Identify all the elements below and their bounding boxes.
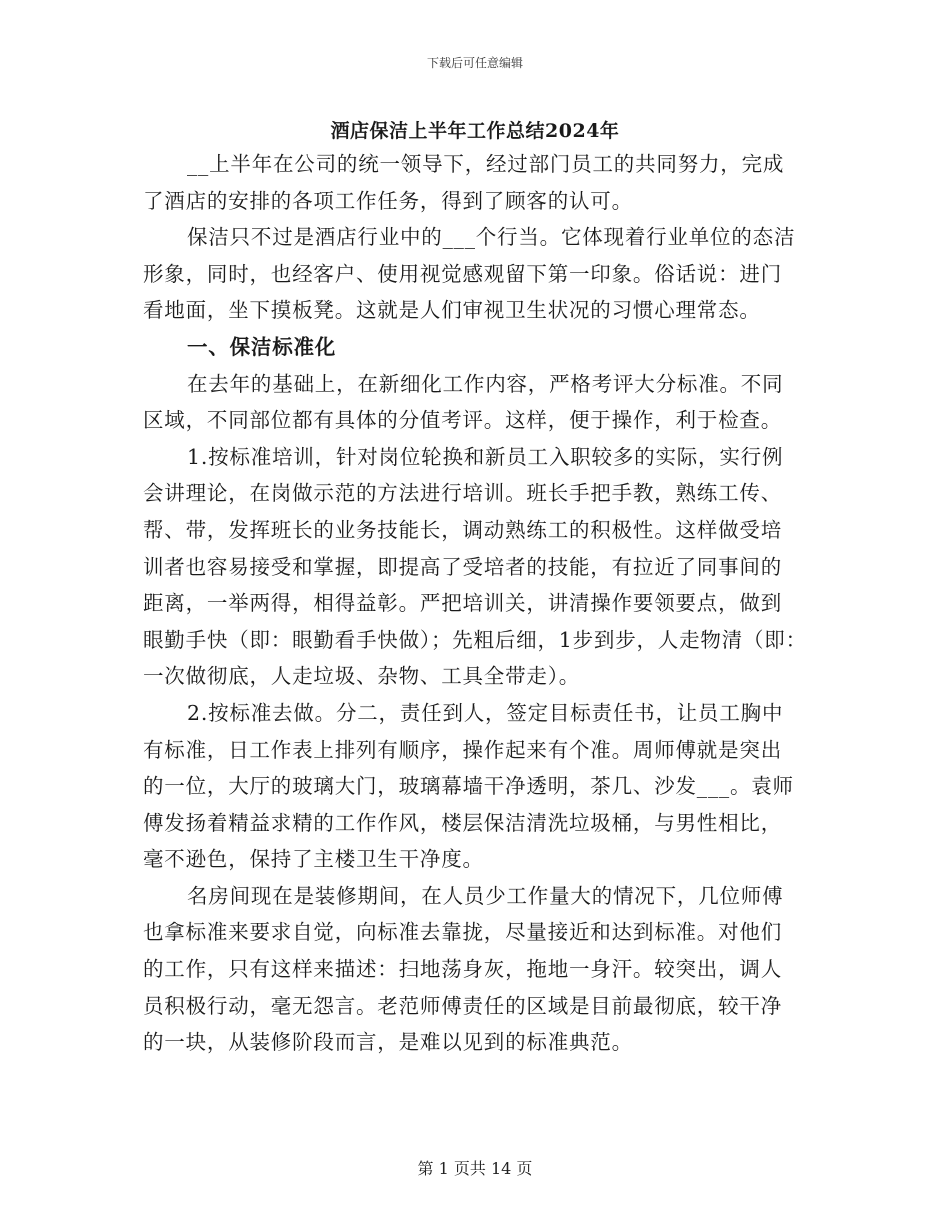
body-line: 员积极行动，毫无怨言。老范师傅责任的区域是目前最彻底，较干净 [143, 993, 782, 1018]
body-line: 也拿标准来要求自觉，向标准去靠拢，尽量接近和达到标准。对他们 [143, 920, 782, 945]
body-line: 1.按标准培训，针对岗位轮换和新员工入职较多的实际，实行例 [187, 444, 784, 469]
body-line: 傅发扬着精益求精的工作作风，楼层保洁清洗垃圾桶，与男性相比， [143, 810, 782, 835]
body-line: 毫不逊色，保持了主楼卫生干净度。 [143, 847, 484, 872]
body-line: 一次做彻底，人走垃圾、杂物、工具全带走）。 [143, 664, 581, 689]
body-line: 距离，一举两得，相得益彰。严把培训关，讲清操作要领要点，做到 [143, 591, 782, 616]
body-line: 训者也容易接受和掌握，即提高了受培者的技能，有拉近了同事间的 [143, 554, 782, 579]
body-line: 形象，同时，也经客户、使用视觉感观留下第一印象。俗话说：进门 [143, 261, 782, 286]
body-line: 了酒店的安排的各项工作任务，得到了顾客的认可。 [143, 188, 633, 213]
body-line: 的一块，从装修阶段而言，是难以见到的标准典范。 [143, 1030, 633, 1055]
body-line: 看地面，坐下摸板凳。这就是人们审视卫生状况的习惯心理常态。 [143, 298, 761, 323]
body-line: 眼勤手快（即：眼勤看手快做）；先粗后细，1步到步，人走物清（即： [143, 627, 807, 652]
body-line: 有标准，日工作表上排列有顺序，操作起来有个准。周师傅就是突出 [143, 737, 782, 762]
body-line: 的工作，只有这样来描述：扫地荡身灰，拖地一身汗。较突出，调人 [143, 957, 782, 982]
page-footer: 第 1 页共 14 页 [417, 1159, 533, 1178]
body-line: 名房间现在是装修期间，在人员少工作量大的情况下，几位师傅 [187, 883, 784, 908]
body-line: 区域，不同部位都有具体的分值考评。这样，便于操作，利于检查。 [143, 408, 782, 433]
document-title: 酒店保洁上半年工作总结2024年 [330, 120, 620, 142]
section-heading: 一、保洁标准化 [187, 334, 337, 359]
body-line: 保洁只不过是酒店行业中的___个行当。它体现着行业单位的态洁 [187, 225, 796, 250]
document-body [143, 146, 833, 1061]
body-line: __上半年在公司的统一领导下，经过部门员工的共同努力，完成 [187, 152, 785, 176]
body-line: 2.按标准去做。分二，责任到人，签定目标责任书，让员工胸中 [187, 700, 784, 725]
page-header: 下载后可任意编辑 [426, 56, 523, 70]
body-line: 的一位，大厅的玻璃大门，玻璃幕墙干净透明，茶几、沙发___。袁师 [143, 774, 794, 799]
body-line: 帮、带，发挥班长的业务技能长，调动熟练工的积极性。这样做受培 [143, 517, 782, 542]
body-line: 会讲理论，在岗做示范的方法进行培训。班长手把手教，熟练工传、 [143, 481, 782, 506]
body-line: 在去年的基础上，在新细化工作内容，严格考评大分标准。不同 [187, 371, 784, 396]
